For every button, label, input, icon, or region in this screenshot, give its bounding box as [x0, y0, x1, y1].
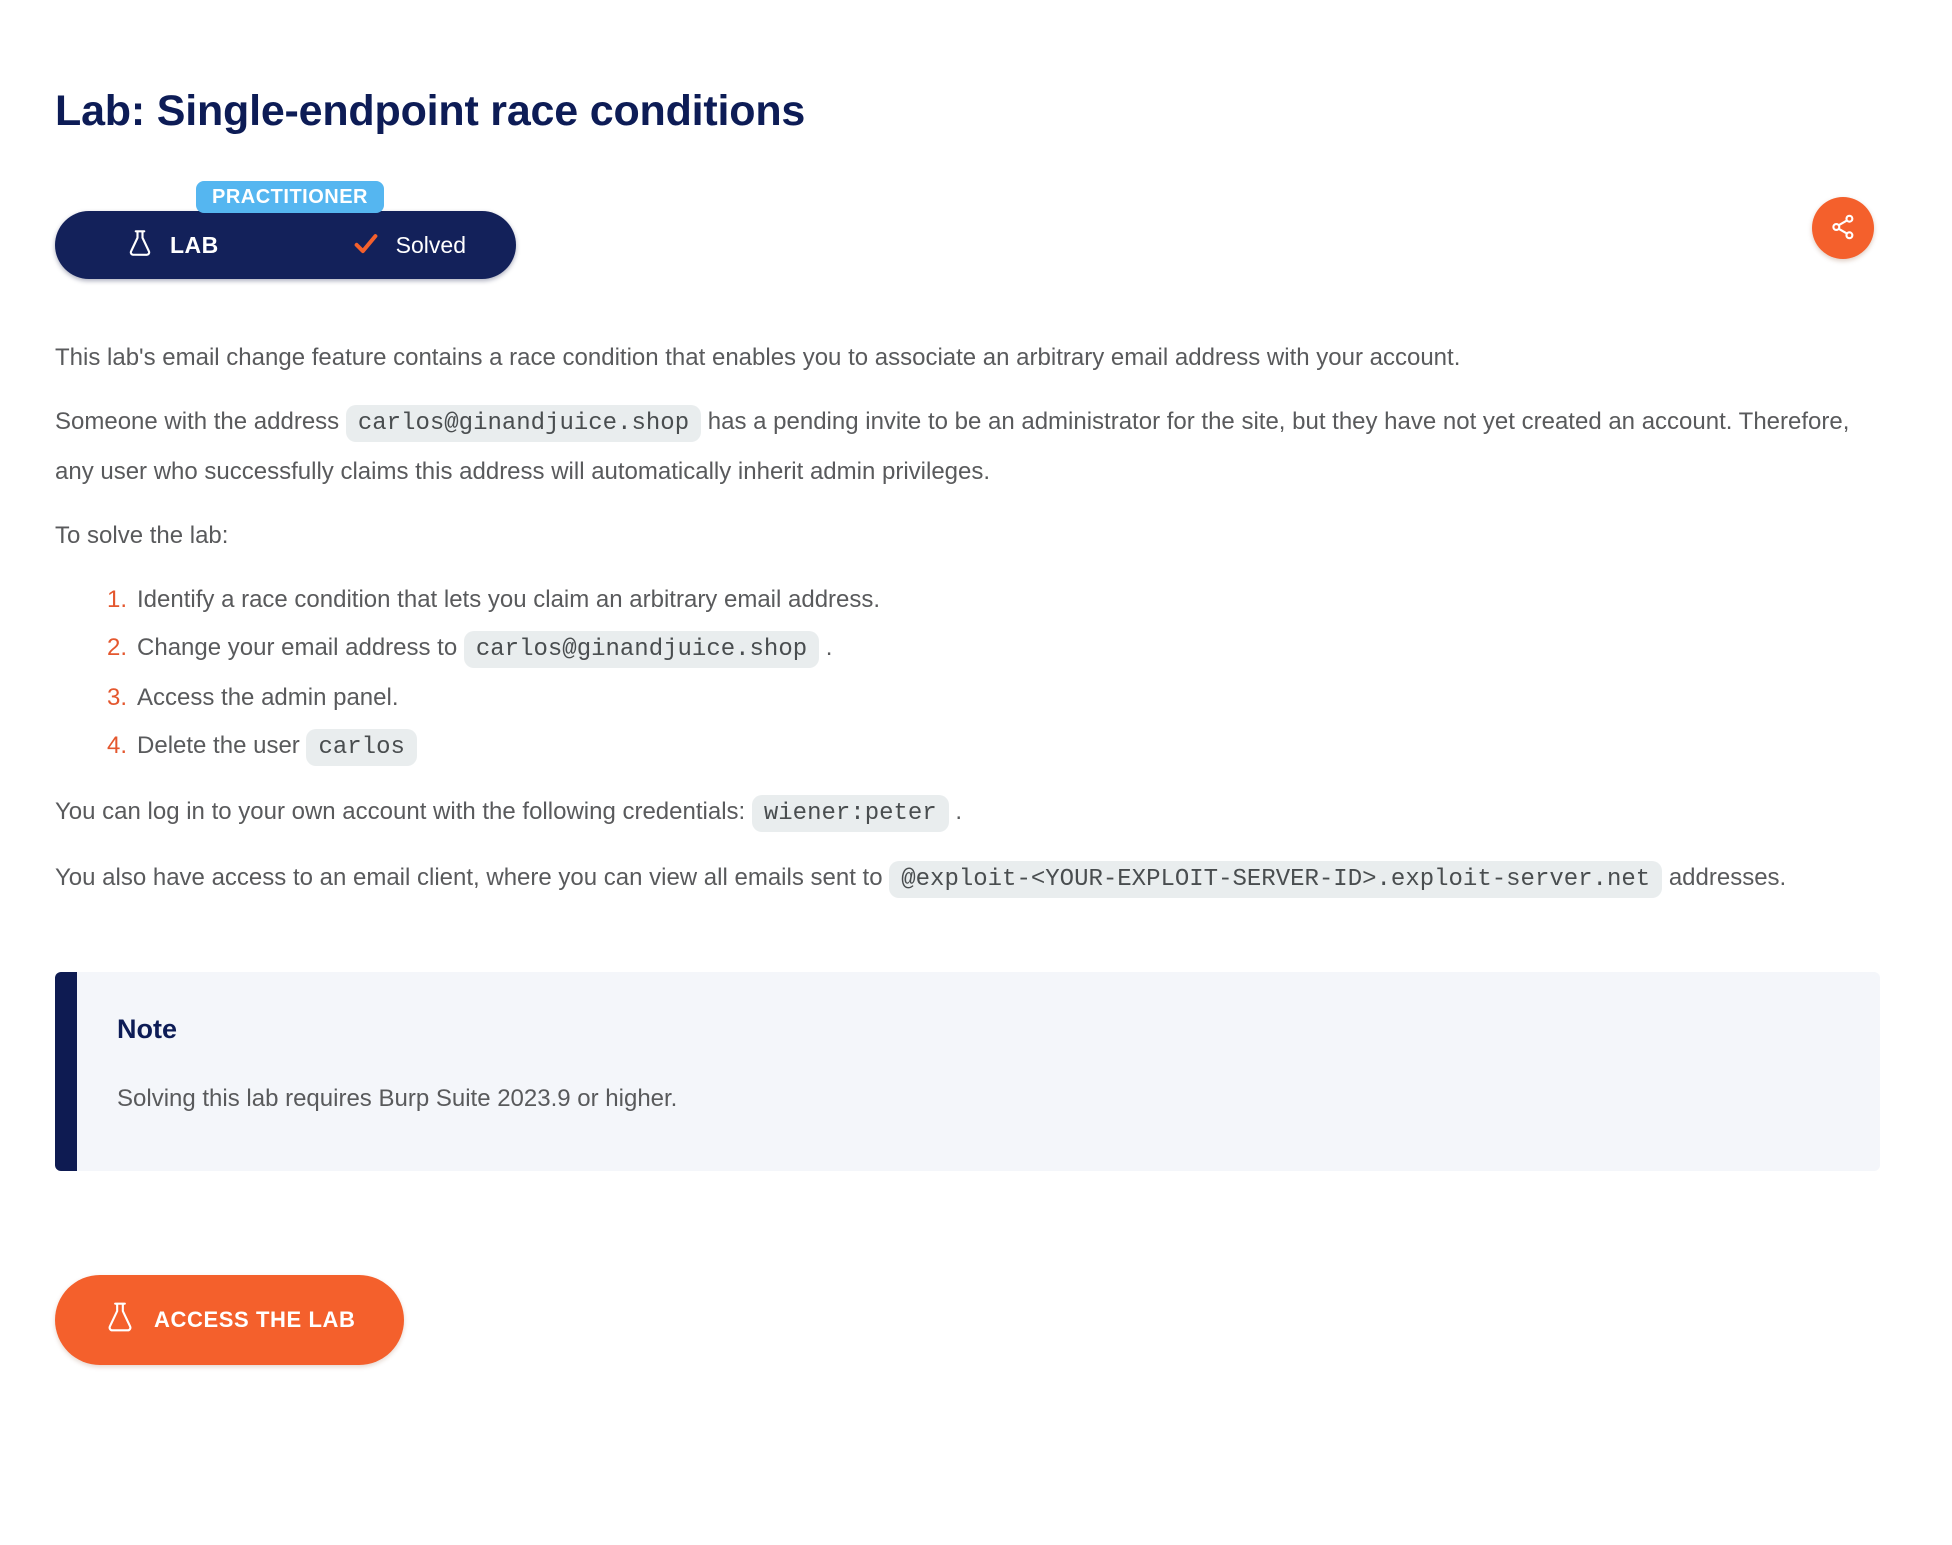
email-client-text-before: You also have access to an email client, where you can view all emails sent to [55, 864, 890, 892]
code-carlos-email: carlos@ginandjuice.shop [346, 405, 701, 442]
note-body: Solving this lab requires Burp Suite 2023.9 or higher. [117, 1085, 678, 1113]
step-number: 4. [107, 732, 128, 760]
step-number: 1. [107, 586, 128, 614]
note-heading: Note [117, 1014, 177, 1045]
step-item-1 [107, 576, 1880, 624]
share-icon [1827, 211, 1859, 246]
flask-icon [103, 1300, 137, 1340]
solved-label: Solved [395, 231, 466, 258]
code-credentials: wiener:peter [752, 795, 949, 832]
code-exploit-server-address: @exploit-<YOUR-EXPLOIT-SERVER-ID>.exploit-server.net [889, 861, 1662, 898]
email-client-text-after: addresses. [1662, 864, 1787, 892]
access-the-lab-button[interactable] [55, 1275, 404, 1365]
lab-label: LAB [170, 231, 219, 258]
credentials-paragraph [55, 788, 1880, 838]
step-text-after: . [819, 634, 833, 662]
scenario-text-before: Someone with the address [55, 408, 346, 436]
step-item-4 [107, 722, 1880, 772]
code-carlos-user: carlos [306, 729, 416, 766]
lab-status-pill [55, 211, 516, 279]
difficulty-badge: PRACTITIONER [196, 181, 384, 213]
intro-paragraph: This lab's email change feature contains a race condition that enables you to associate an arbitrary email address with your account. [55, 344, 1461, 372]
credentials-text-before: You can log in to your own account with the following credentials: [55, 798, 752, 826]
step-item-2 [107, 624, 1880, 674]
lab-description-page [55, 87, 1880, 1365]
step-text-before: Change your email address to [137, 634, 464, 662]
solve-steps-list [55, 576, 1880, 772]
code-carlos-email: carlos@ginandjuice.shop [464, 631, 819, 668]
scenario-paragraph [55, 398, 1880, 496]
lab-status-banner [55, 181, 1880, 279]
email-client-paragraph [55, 854, 1880, 904]
credentials-text-after: . [948, 798, 963, 826]
page-title: Lab: Single-endpoint race conditions [55, 87, 806, 135]
scenario-text-after: has a pending invite to be an administrator for the site, but they have not yet created an account. Therefore, any user who successfully claims this address will automatically inherit admin privileges. [55, 408, 1850, 486]
step-item-3 [107, 674, 1880, 722]
lab-pill-left [125, 228, 219, 263]
lab-pill-right [351, 228, 466, 263]
step-text-before: Delete the user [137, 732, 307, 760]
access-the-lab-label: ACCESS THE LAB [154, 1307, 356, 1333]
step-number: 2. [107, 634, 128, 662]
step-text: Access the admin panel. [137, 684, 399, 712]
step-number: 3. [107, 684, 128, 712]
flask-icon [125, 228, 155, 263]
step-text: Identify a race condition that lets you claim an arbitrary email address. [137, 586, 881, 614]
note-callout [55, 972, 1880, 1171]
check-icon [351, 228, 381, 263]
share-button[interactable] [1812, 197, 1874, 259]
solve-intro: To solve the lab: [55, 522, 229, 550]
